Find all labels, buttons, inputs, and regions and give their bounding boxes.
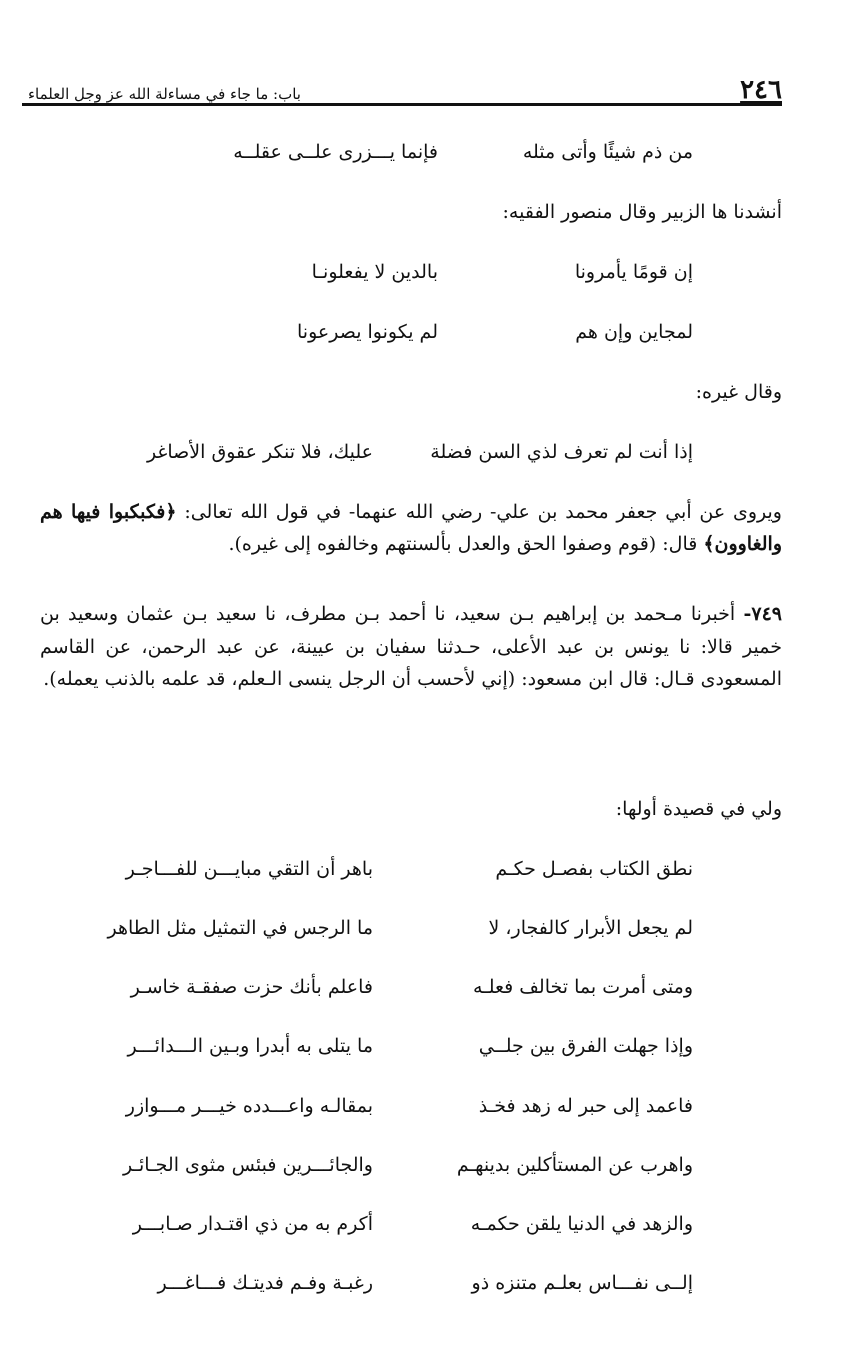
verse-hemistich-second: عليك، فلا تنكر عقوق الأصاغر <box>146 441 373 463</box>
paragraph-text: ويروى عن أبي جعفر محمد بن علي- رضي الله عنهما- في قول الله تعالى: <box>176 501 782 523</box>
verse-hemistich-second: رغبـة وفـم فديتـك فـــاغـــر <box>157 1272 373 1294</box>
verse-hemistich-first: من ذم شيئًا وأتى مثله <box>522 141 693 163</box>
page-header <box>24 72 782 104</box>
hadith-number: ٧٤٩- <box>743 603 782 625</box>
verse-hemistich-first: واهرب عن المستأكلين بدينهـم <box>456 1154 693 1176</box>
verse-hemistich-first: والزهد في الدنيا يلقن حكمـه <box>470 1213 693 1235</box>
verse-hemistich-first: فاعمد إلى حبر له زهد فخـذ <box>478 1095 693 1117</box>
verse-hemistich-second: أكرم به من ذي اقتـدار صـابـــر <box>132 1213 373 1235</box>
verse-hemistich-first: لم يجعل الأبرار كالفجار، لا <box>488 917 693 939</box>
page-number: ٢٤٦ <box>740 75 782 105</box>
poem-line <box>60 914 693 942</box>
verse-hemistich-first: إذا أنت لم تعرف لذي السن فضلة <box>430 441 693 463</box>
intro-line: أنشدنا ها الزبير وقال منصور الفقيه: <box>502 201 782 223</box>
verse-hemistich-first: إلــى نفـــاس بعلـم متنزه ذو <box>471 1272 693 1294</box>
running-title: باب: ما جاء في مساءلة الله عز وجل العلماء <box>28 85 301 103</box>
poem-line <box>60 1032 693 1060</box>
verse-hemistich-second: فاعلم بأنك حزت صفقـة خاسـر <box>130 976 373 998</box>
paragraph-narration <box>40 496 782 560</box>
poem-line <box>60 973 693 1001</box>
verse-hemistich-first: وإذا جهلت الفرق بين جلــي <box>478 1035 693 1057</box>
verse-hemistich-second: ما الرجس في التمثيل مثل الطاهر <box>107 917 373 939</box>
verse-hemistich-first: نطق الكتاب بفصـل حكـم <box>495 858 693 880</box>
paragraph-text: أخبرنا مـحمد بن إبراهيم بـن سعيد، نا أحمد بـن مطرف، نا سعيد بـن عثمان وسعيد بن خمير قالا: نا يونس بن عبد الأعلى، حـدثنا سفيان بن عيينة، عن عبد الرحمن، عن القاسم المسعودى قـال: قال ابن مسعود: (إني لأحسب أن الرجل ينسى الـعلم، قد علمه بالذنب يعمله). <box>40 603 782 690</box>
verse-hemistich-second: بالدين لا يفعلونـا <box>311 261 438 283</box>
paragraph-text: قال: (قوم وصفوا الحق والعدل بألسنتهم وخالفوه إلى غيره). <box>228 533 704 555</box>
quran-quote: ﴿فكبكبوا فيها هم والغاوون﴾ <box>40 501 782 555</box>
verse-line <box>60 318 693 346</box>
verse-hemistich-second: والجائـــرين فبئس مثوى الجـائـر <box>122 1154 373 1176</box>
verse-hemistich-first: لمجاين وإن هم <box>575 321 693 343</box>
verse-line <box>60 258 693 286</box>
verse-hemistich-second: ما يتلى به أبدرا وبـين الـــدائـــر <box>127 1035 373 1057</box>
verse-line <box>60 138 693 166</box>
intro-line: وقال غيره: <box>695 381 782 403</box>
verse-hemistich-second: باهر أن التقي مبايـــن للفـــاجـر <box>125 858 373 880</box>
poem-line <box>60 1151 693 1179</box>
verse-hemistich-first: إن قومًا يأمرونا <box>574 261 693 283</box>
poem-line <box>60 1210 693 1238</box>
poem-line <box>60 1269 693 1297</box>
intro-line: ولي في قصيدة أولها: <box>615 798 782 820</box>
verse-hemistich-first: ومتى أمرت بما تخالف فعلـه <box>472 976 693 998</box>
verse-hemistich-second: بمقالـه واعـــدده خيـــر مـــوازر <box>125 1095 373 1117</box>
header-rule <box>22 103 782 106</box>
verse-hemistich-second: فإنما يـــزرى علــى عقلــه <box>233 141 438 163</box>
poem-line <box>60 855 693 883</box>
verse-hemistich-second: لم يكونوا يصرعونا <box>297 321 438 343</box>
verse-line <box>60 438 693 466</box>
poem-line <box>60 1092 693 1120</box>
paragraph-hadith-749 <box>40 598 782 696</box>
